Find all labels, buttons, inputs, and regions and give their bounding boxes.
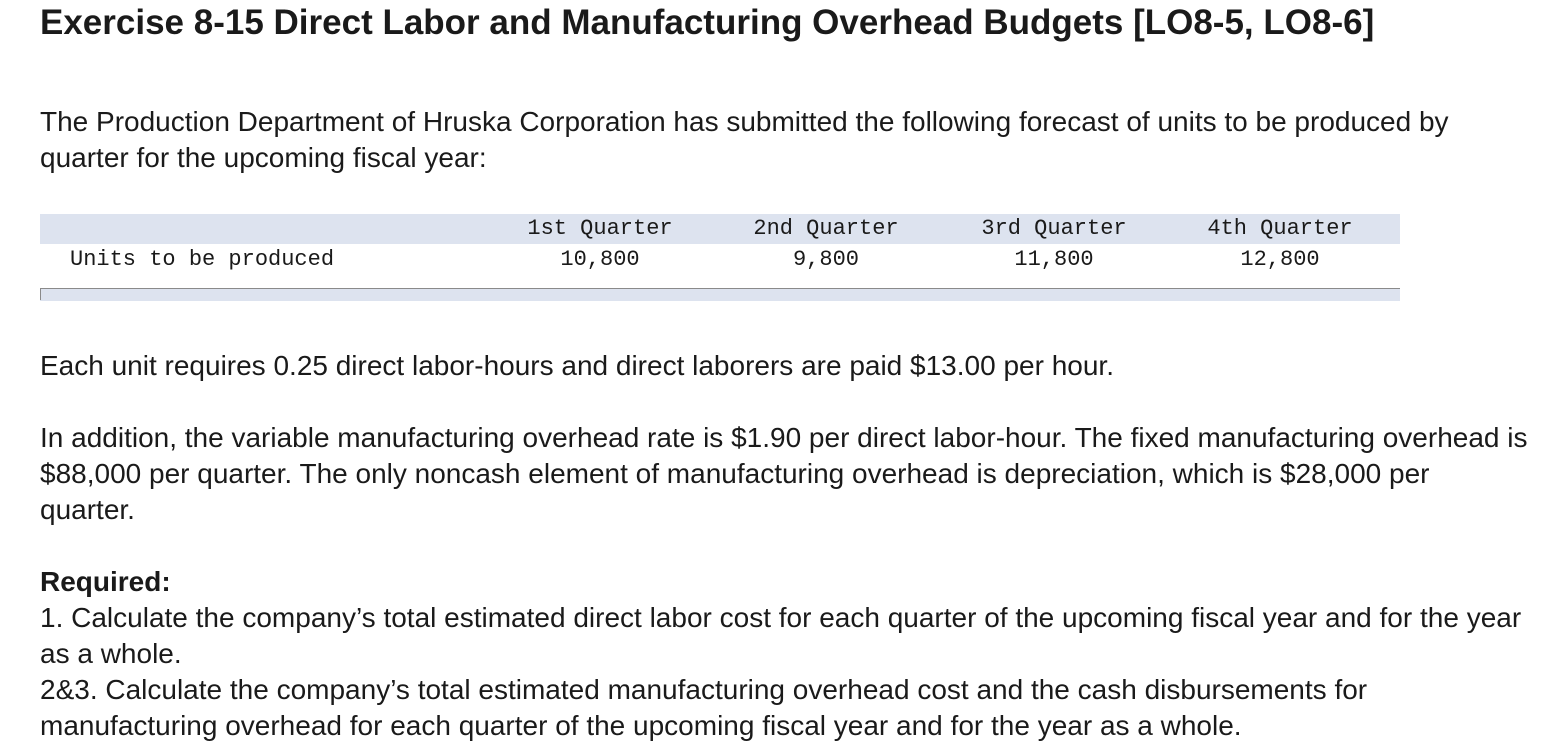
units-q3: 11,800 — [1014, 247, 1094, 272]
intro-paragraph: The Production Department of Hruska Corporation has submitted the following forecast of units to be produced by quarter for the upcoming fiscal year: — [40, 106, 1449, 173]
production-forecast-table — [40, 214, 1400, 276]
exercise-title: Exercise 8-15 Direct Labor and Manufacturing Overhead Budgets [LO8-5, LO8-6] — [40, 3, 1375, 42]
units-q4: 12,800 — [1240, 247, 1320, 272]
header-q2: 2nd Quarter — [753, 216, 899, 241]
row-label: Units to be produced — [70, 247, 335, 272]
header-q4: 4th Quarter — [1207, 216, 1353, 241]
table-row — [40, 244, 1400, 276]
labor-paragraph: Each unit requires 0.25 direct labor-hours and direct laborers are paid $13.00 per hour. — [40, 350, 1114, 381]
header-q3: 3rd Quarter — [981, 216, 1127, 241]
required-heading: Required: — [40, 566, 171, 597]
units-q1: 10,800 — [560, 247, 640, 272]
table-footer-tick — [40, 289, 41, 300]
required-item-2-3: 2&3. Calculate the company’s total estimated manufacturing overhead cost and the cash disbursements for manufacturing overhead for each quarter of the upcoming fiscal year and for the year as a whole. — [40, 674, 1368, 741]
required-list — [40, 600, 1540, 744]
table-footer-bar — [40, 288, 1400, 301]
required-item-1: 1. Calculate the company’s total estimated direct labor cost for each quarter of the upcoming fiscal year and for the year as a whole. — [40, 602, 1522, 669]
units-q2: 9,800 — [792, 247, 859, 272]
overhead-paragraph: In addition, the variable manufacturing overhead rate is $1.90 per direct labor-hour. The fixed manufacturing overhead is $88,000 per quarter. The only noncash element of manufacturing overhead is depreciation, which is $28,000 per quarter. — [40, 422, 1528, 525]
header-q1: 1st Quarter — [527, 216, 673, 241]
table-header-row — [40, 214, 1400, 244]
